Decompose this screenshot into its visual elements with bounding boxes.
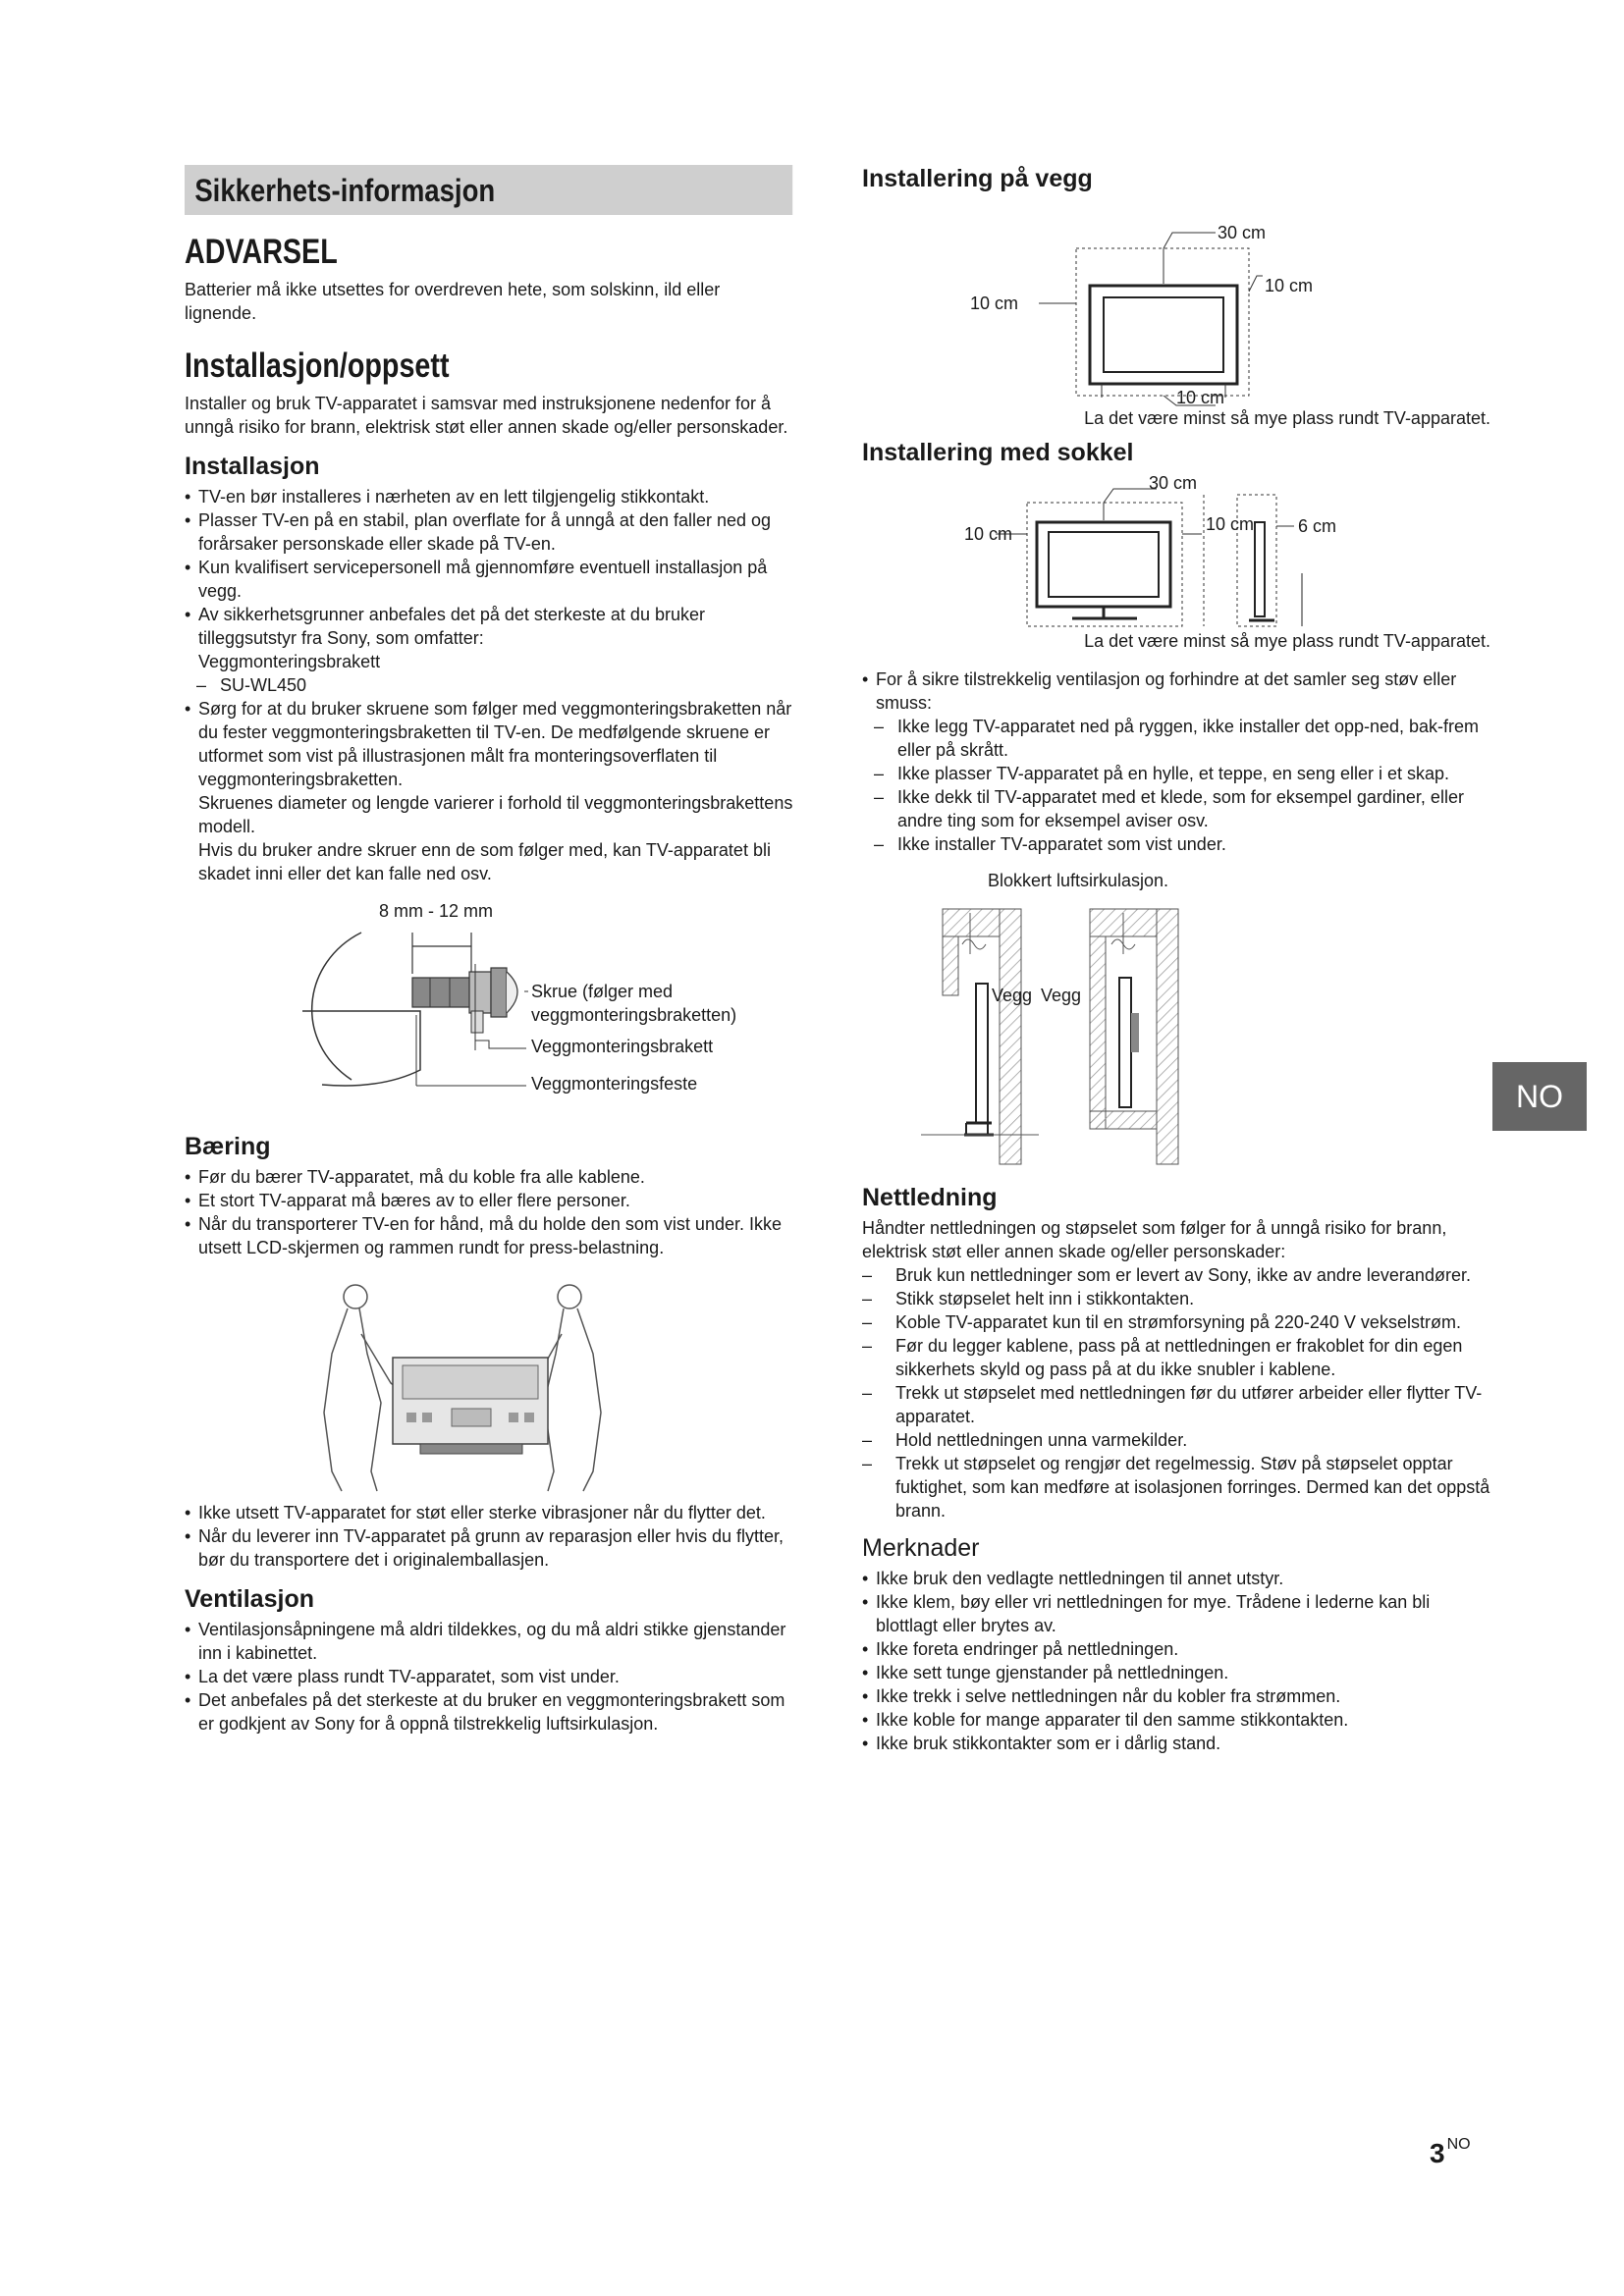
list-item: • Av sikkerhetsgrunner anbefales det på det sterkeste at du bruker tilleggsutstyr fra Sony, som omfatter: [185, 603, 793, 650]
warning-title: ADVARSEL [185, 233, 338, 271]
section-banner: Sikkerhets-informasjon [185, 165, 792, 215]
list-item: • Ikke bruk stikkontakter som er i dårlig stand. [862, 1732, 1490, 1755]
carrying-illustration [185, 1275, 793, 1501]
mount-fig-label: Veggmonteringsfeste [531, 1074, 698, 1094]
carrying-list [185, 1165, 793, 1259]
stand-install-drawing [862, 471, 1490, 630]
list-item: • For å sikre tilstrekkelig ventilasjon og forhindre at det samler seg støv eller smuss: [862, 667, 1490, 715]
page-number-value: 3 [1430, 2138, 1445, 2168]
list-item: • Plasser TV-en på en stabil, plan overflate for å unngå at den faller ned og forårsaker personskade eller skade på TV-en. [185, 508, 793, 556]
blocked-air-title: Blokkert luftsirkulasjon. [987, 871, 1169, 890]
stand-top-gap: 30 cm [1149, 473, 1198, 493]
stand-right-gap: 10 cm [1206, 514, 1255, 534]
wall-bottom-gap: 10 cm [1176, 388, 1225, 407]
wall-right-gap: 10 cm [1265, 276, 1314, 295]
carrying-heading: Bæring [185, 1133, 271, 1160]
list-item: • Ventilasjonsåpningene må aldri tildekkes, og du må aldri stikke gjenstander inn i kabinettet. [185, 1618, 793, 1665]
list-item: – Trekk ut støpselet og rengjør det regelmessig. Støv på støpselet opptar fuktighet, som kan medføre at isolasjonen forringes. Dermed kan det oppstå brann. [862, 1452, 1490, 1522]
list-item: – Ikke legg TV-apparatet ned på ryggen, ikke installer det opp-ned, bak-frem eller på skrått. [862, 715, 1490, 762]
wall-install-drawing [862, 197, 1490, 407]
list-item: • Ikke trekk i selve nettledningen når du kobler fra strømmen. [862, 1684, 1490, 1708]
list-item: • Det anbefales på det sterkeste at du bruker en veggmonteringsbrakett som er godkjent av Sony for å oppnå tilstrekkelig luftsirkulasjon. [185, 1688, 793, 1735]
ventilation-rules-list [862, 667, 1490, 856]
list-item: • Ikke sett tunge gjenstander på nettledningen. [862, 1661, 1490, 1684]
list-item: – Ikke installer TV-apparatet som vist under. [862, 832, 1490, 856]
list-item: • Ikke bruk den vedlagte nettledningen til annet utstyr. [862, 1567, 1490, 1590]
left-column [185, 165, 793, 1735]
right-column [862, 165, 1490, 1755]
list-item: – Hold nettledningen unna varmekilder. [862, 1428, 1490, 1452]
power-cord-text: Håndter nettledningen og støpselet som følger for å unngå risiko for brann, elektrisk støt eller annen skade og/eller personskader: [862, 1218, 1447, 1261]
list-item: – Stikk støpselet helt inn i stikkontakten. [862, 1287, 1490, 1310]
screw-note: Skruenes diameter og lengde varierer i forhold til veggmonteringsbrakettens modell. [198, 793, 793, 836]
warning-text: Batterier må ikke utsettes for overdreven hete, som solskinn, ild eller lignende. [185, 280, 721, 323]
list-item: – Bruk kun nettledninger som er levert av Sony, ikke av andre leverandører. [862, 1263, 1490, 1287]
page-number [1430, 2138, 1471, 2169]
stand-install-diagram [862, 471, 1490, 630]
ventilation-list [185, 1618, 793, 1735]
screw-size-label: 8 mm - 12 mm [379, 901, 494, 921]
bracket-fig-label: Veggmonteringsbrakett [531, 1037, 714, 1056]
list-item: • Ikke foreta endringer på nettledningen. [862, 1637, 1490, 1661]
list-item: • Ikke koble for mange apparater til den samme stikkontakten. [862, 1708, 1490, 1732]
list-item: • Ikke utsett TV-apparatet for støt eller sterke vibrasjoner når du flytter det. [185, 1501, 793, 1524]
list-item: – Trekk ut støpselet med nettledningen før du utfører arbeider eller flytter TV-apparatet. [862, 1381, 1490, 1428]
wall-top-gap: 30 cm [1218, 223, 1267, 242]
list-item: • Sørg for at du bruker skruene som følger med veggmonteringsbraketten når du fester veggmonteringsbraketten til TV-en. De medfølgende skruene er utformet som vist på illustrasjonen målt fra monteringsoverflaten til veggmonteringsbraketten. [185, 697, 793, 791]
wall-install-heading: Installering på vegg [862, 165, 1093, 192]
installation-heading: Installasjon [185, 453, 320, 480]
screw-note: Hvis du bruker andre skruer enn de som følger med, kan TV-apparatet bli skadet inni eller det kan falle ned osv. [198, 840, 771, 883]
power-cord-list [862, 1263, 1490, 1522]
screw-label: Skrue (følger med [531, 982, 674, 1001]
screw-diagram-drawing [185, 893, 793, 1119]
stand-side-gap: 6 cm [1298, 516, 1337, 536]
bracket-label: Veggmonteringsbrakett [198, 652, 381, 671]
stand-install-caption: La det være minst så mye plass rundt TV-apparatet. [1084, 631, 1490, 651]
installation-list [185, 485, 793, 650]
list-item: • TV-en bør installeres i nærheten av en lett tilgjengelig stikkontakt. [185, 485, 793, 508]
language-tab: NO [1492, 1062, 1587, 1131]
notes-heading: Merknader [862, 1534, 980, 1562]
list-item: • Et stort TV-apparat må bæres av to eller flere personer. [185, 1189, 793, 1212]
ventilation-heading: Ventilasjon [185, 1585, 314, 1613]
list-item: • La det være plass rundt TV-apparatet, som vist under. [185, 1665, 793, 1688]
list-item: • Når du transporterer TV-en for hånd, må du holde den som vist under. Ikke utsett LCD-skjermen og rammen rundt for press-belastning. [185, 1212, 793, 1259]
bracket-model: – SU-WL450 [185, 673, 793, 697]
list-item: – Ikke dekk til TV-apparatet med et klede, som for eksempel gardiner, eller andre ting som for eksempel aviser osv. [862, 785, 1490, 832]
stand-install-heading: Installering med sokkel [862, 439, 1134, 466]
wall-install-diagram [862, 197, 1490, 407]
list-item: – Før du legger kablene, pass på at nettledningen er frakoblet for din egen sikkerhets skyld og pass på at du ikke snubler i kablene. [862, 1334, 1490, 1381]
carrying-list-2 [185, 1501, 793, 1572]
list-item: • Før du bærer TV-apparatet, må du koble fra alle kablene. [185, 1165, 793, 1189]
wall-label-2: Vegg [1041, 986, 1082, 1005]
install-setup-text: Installer og bruk TV-apparatet i samsvar med instruksjonene nedenfor for å unngå risiko for brann, elektrisk støt eller annen skade og/eller personskader. [185, 394, 788, 437]
stand-left-gap: 10 cm [964, 524, 1013, 544]
list-item: • Når du leverer inn TV-apparatet på grunn av reparasjon eller hvis du flytter, bør du transportere det i originalemballasjen. [185, 1524, 793, 1572]
list-item: – Koble TV-apparatet kun til en strømforsyning på 220-240 V vekselstrøm. [862, 1310, 1490, 1334]
list-item: • Ikke klem, bøy eller vri nettledningen for mye. Trådene i lederne kan bli blottlagt eller brytes av. [862, 1590, 1490, 1637]
blocked-air-drawing [862, 895, 1490, 1170]
screw-diagram [185, 893, 793, 1119]
list-item: • Kun kvalifisert servicepersonell må gjennomføre eventuell installasjon på vegg. [185, 556, 793, 603]
list-item: – Ikke plasser TV-apparatet på en hylle, et teppe, en seng eller i et skap. [862, 762, 1490, 785]
wall-label-1: Vegg [992, 986, 1033, 1005]
screw-label-2: veggmonteringsbraketten) [531, 1005, 737, 1025]
power-cord-heading: Nettledning [862, 1184, 998, 1211]
notes-list [862, 1567, 1490, 1755]
blocked-air-diagram [862, 895, 1490, 1170]
carrying-drawing [185, 1275, 793, 1501]
page-number-suffix: NO [1446, 2136, 1471, 2153]
wall-install-caption: La det være minst så mye plass rundt TV-apparatet. [1084, 408, 1490, 428]
install-setup-title: Installasjon/oppsett [185, 347, 450, 385]
wall-left-gap: 10 cm [970, 294, 1019, 313]
